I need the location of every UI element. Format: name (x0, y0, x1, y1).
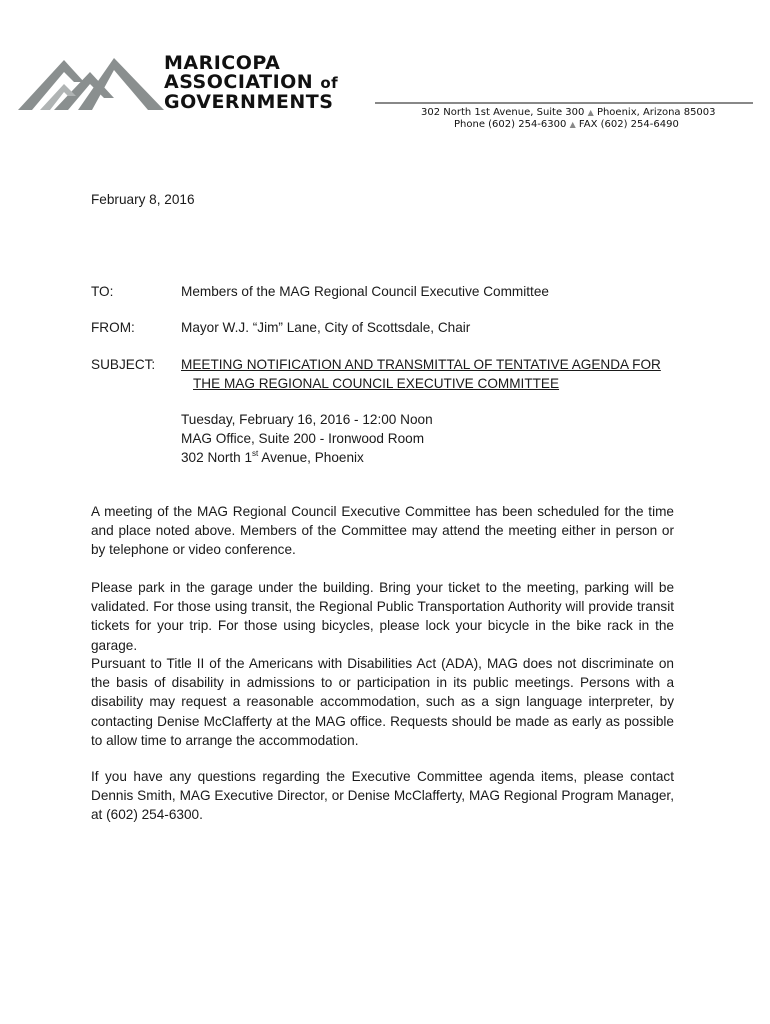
org-of: of (320, 74, 339, 92)
from-value: Mayor W.J. “Jim” Lane, City of Scottsdale, Chair (181, 320, 471, 335)
from-label: FROM: (91, 320, 135, 335)
triangle-separator-icon: ▲ (587, 108, 594, 117)
org-name-line-2 (164, 71, 338, 93)
paragraph-ada: Pursuant to Title II of the Americans with Disabilities Act (ADA), MAG does not discriminate on the basis of disability in admissions to or participation in its public meetings. Persons with a disability may request a reasonable accommodation, such as a sign language interpreter, by contacting Denise McClafferty at the MAG office. Requests should be made as early as possible to allow time to arrange the accommodation. (91, 656, 674, 748)
to-value: Members of the MAG Regional Council Executive Committee (181, 284, 549, 299)
meeting-address (181, 448, 433, 467)
letter-date: February 8, 2016 (91, 192, 195, 207)
meeting-address-post: Avenue, Phoenix (258, 450, 364, 465)
paragraph-meeting: A meeting of the MAG Regional Council Executive Committee has been scheduled for the time and place noted above. Members of the Committee may attend the meeting either in person or by telephone or video conference. (91, 504, 674, 558)
header-contact (454, 119, 770, 130)
subject-line-1: MEETING NOTIFICATION AND TRANSMITTAL OF TENTATIVE AGENDA FOR (181, 357, 661, 372)
address-street: 302 North 1st Avenue, Suite 300 (421, 107, 585, 118)
to-label: TO: (91, 284, 114, 299)
header-address (421, 107, 741, 118)
fax-number: FAX (602) 254-6490 (578, 119, 679, 130)
paragraph-questions: If you have any questions regarding the Executive Committee agenda items, please contact Dennis Smith, MAG Executive Director, or Denise McClafferty, MAG Regional Program Manager, at (602) 254-6300. (91, 769, 674, 823)
phone-number: Phone (602) 254-6300 (454, 119, 567, 130)
paragraph-parking: Please park in the garage under the building. Bring your ticket to the meeting, parking will be validated. For those using transit, the Regional Public Transportation Authority will provide transit tickets for your trip. For those using bicycles, please lock your bicycle in the bike rack in the garage. (91, 580, 674, 653)
org-name-line-1: MARICOPA (164, 52, 281, 74)
meeting-place: MAG Office, Suite 200 - Ironwood Room (181, 431, 425, 446)
address-city: Phoenix, Arizona 85003 (596, 107, 716, 118)
meeting-time: Tuesday, February 16, 2016 - 12:00 Noon (181, 412, 433, 427)
org-association: ASSOCIATION (164, 71, 314, 93)
org-name-line-3: GOVERNMENTS (164, 91, 334, 113)
mag-logo (18, 52, 368, 116)
header-rule (375, 102, 753, 104)
triangle-separator-icon: ▲ (569, 120, 576, 129)
subject-value (181, 355, 681, 393)
meeting-details (181, 410, 433, 467)
subject-line-2: THE MAG REGIONAL COUNCIL EXECUTIVE COMMITTEE (193, 376, 560, 392)
meeting-address-sup: st (252, 449, 259, 458)
mountain-logo-icon (18, 52, 168, 116)
subject-label: SUBJECT: (91, 357, 156, 372)
meeting-address-pre: 302 North 1 (181, 450, 253, 465)
